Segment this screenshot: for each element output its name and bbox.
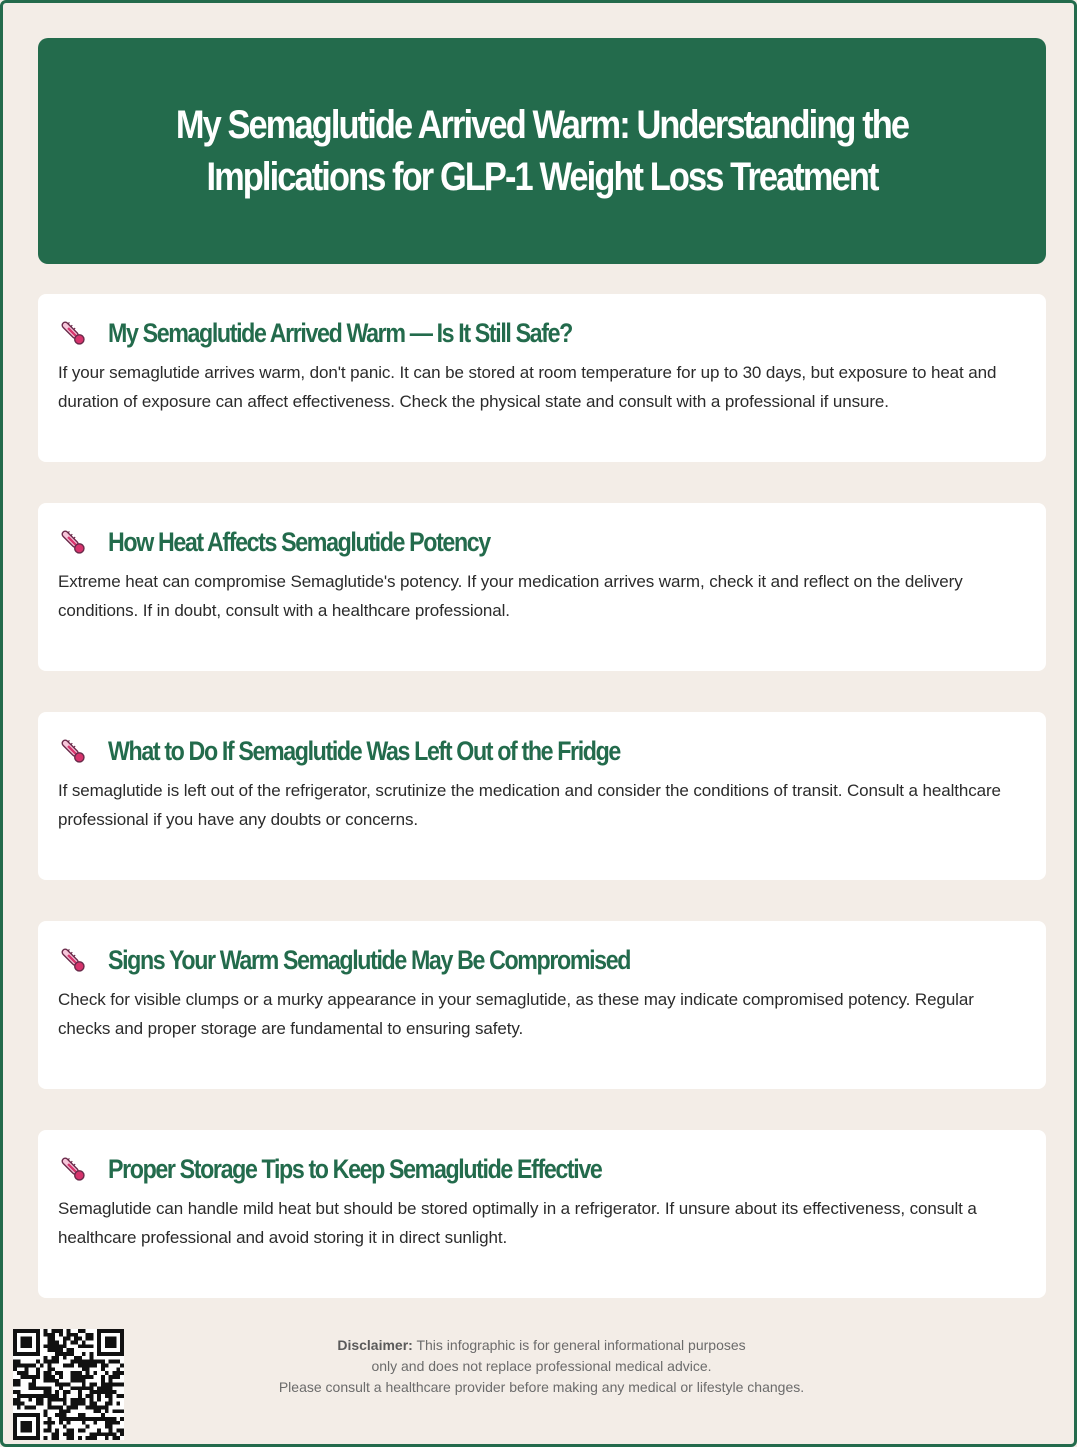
section-body: Extreme heat can compromise Semaglutide's potency. If your medication arrives warm, check it and reflect on the delivery conditions. If in doubt, consult with a healthcare professional.	[58, 572, 963, 620]
header-banner	[38, 38, 1046, 264]
disclaimer-line-3: Please consult a healthcare provider before making any medical or lifestyle changes.	[278, 1379, 805, 1395]
section-title: Proper Storage Tips to Keep Semaglutide Effective	[108, 1153, 602, 1184]
section-card	[38, 712, 1046, 880]
section-body: Check for visible clumps or a murky appearance in your semaglutide, as these may indicate compromised potency. Regular checks and proper storage are fundamental to ensuring safety.	[58, 990, 974, 1038]
thermometer-icon	[58, 527, 88, 557]
thermometer-icon	[58, 945, 88, 975]
section-body: If your semaglutide arrives warm, don't panic. It can be stored at room temperature for up to 30 days, but exposure to heat and duration of exposure can affect effectiveness. Check the physical state and consult with a professional if unsure.	[58, 363, 997, 411]
section-title: What to Do If Semaglutide Was Left Out of the Fridge	[108, 735, 620, 766]
disclaimer-line-1: This infographic is for general informational purposes	[416, 1337, 746, 1353]
disclaimer	[203, 1335, 880, 1398]
thermometer-icon	[58, 318, 88, 348]
section-title: My Semaglutide Arrived Warm — Is It Still Safe?	[108, 317, 572, 348]
section-body: Semaglutide can handle mild heat but should be stored optimally in a refrigerator. If unsure about its effectiveness, consult a healthcare professional and avoid storing it in direct sunlight.	[58, 1199, 977, 1247]
page-title: My Semaglutide Arrived Warm: Understanding the Implications for GLP-1 Weight Loss Treatment	[175, 103, 909, 199]
thermometer-icon	[58, 1154, 88, 1184]
section-card	[38, 294, 1046, 462]
section-body: If semaglutide is left out of the refrigerator, scrutinize the medication and consider the conditions of transit. Consult a healthcare professional if you have any doubts or concerns.	[58, 781, 1001, 829]
disclaimer-label: Disclaimer:	[337, 1337, 413, 1353]
section-title: Signs Your Warm Semaglutide May Be Compromised	[108, 944, 631, 975]
qr-code-icon[interactable]	[13, 1329, 124, 1440]
section-card	[38, 1130, 1046, 1298]
section-title: How Heat Affects Semaglutide Potency	[108, 526, 490, 557]
thermometer-icon	[58, 736, 88, 766]
section-card	[38, 921, 1046, 1089]
disclaimer-line-2: only and does not replace professional medical advice.	[371, 1358, 712, 1374]
section-card	[38, 503, 1046, 671]
